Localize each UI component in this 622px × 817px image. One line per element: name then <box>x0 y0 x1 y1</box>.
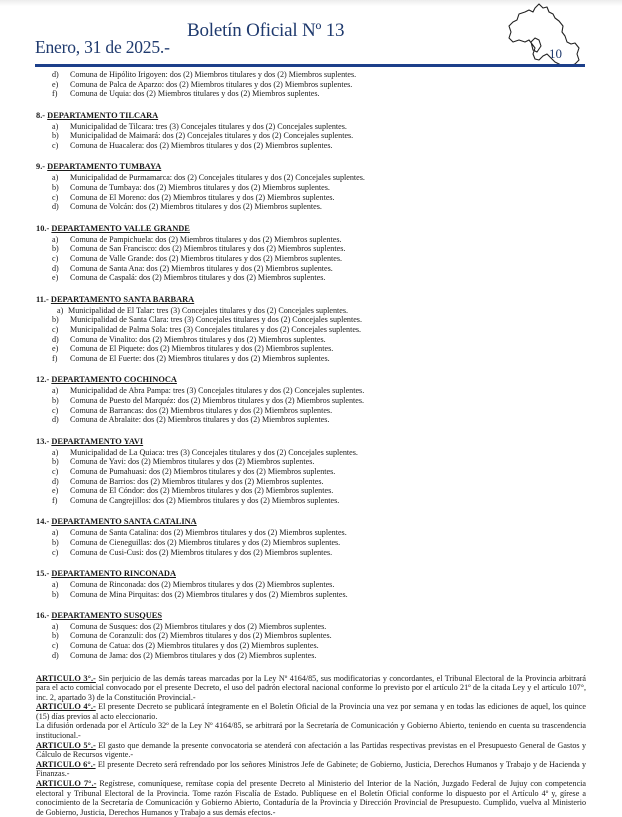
department-heading <box>36 111 158 120</box>
department-heading <box>36 162 161 171</box>
item-text: Municipalidad de Maimará: dos (2) Concejales titulares y dos (2) Concejales suplentes. <box>70 131 353 141</box>
department-heading <box>36 517 197 526</box>
item-letter: d) <box>52 477 59 487</box>
item-letter: a) <box>52 580 58 590</box>
item-letter: a) <box>52 528 58 538</box>
item-text: Municipalidad de Purmamarca: dos (2) Concejales titulares y dos (2) Concejales suplentes. <box>70 173 365 183</box>
item-letter: a) <box>52 173 58 183</box>
department-number: 15.- <box>36 569 51 578</box>
department-heading <box>36 375 177 384</box>
item-text: Comuna de Uquia: dos (2) Miembros titulares y dos (2) Miembros suplentes. <box>70 89 320 99</box>
item-letter: c) <box>52 548 58 558</box>
item-text: Comuna de Caspalá: dos (2) Miembros titulares y dos (2) Miembros suplentes. <box>70 273 325 283</box>
article-paragraph <box>36 721 586 740</box>
item-text: Comuna de Volcán: dos (2) Miembros titulares y dos (2) Miembros suplentes. <box>70 202 322 212</box>
item-letter: a) <box>52 235 58 245</box>
page-number: 10 <box>549 46 562 62</box>
item-letter: d) <box>52 335 59 345</box>
item-text: Municipalidad de La Quiaca: tres (3) Concejales titulares y dos (2) Concejales suplentes. <box>70 448 358 458</box>
item-text: Comuna de El Moreno: dos (2) Miembros titulares y dos (2) Miembros suplentes. <box>70 193 335 203</box>
item-letter: b) <box>52 183 59 193</box>
department-name: DEPARTAMENTO TUMBAYA <box>47 162 161 171</box>
item-letter: b) <box>52 396 59 406</box>
department-heading <box>36 224 190 233</box>
article-label: ARTICULO 3°.- <box>36 674 96 683</box>
item-letter: b) <box>52 457 59 467</box>
item-letter: e) <box>52 486 58 496</box>
jujuy-province-map-icon <box>505 2 585 68</box>
article-text: Regístrese, comuníquese, remítase copia del presente Decreto al Ministerio del Interior de la Nación, Juzgado Federal de Jujuy con competencia electoral y Tribunal Electoral de la Provincia. Tome razón Fiscalía de Estado. Publíquese en el Boletín Oficial conforme lo dispuesto por el Artículo 4º y, gírese a conocimiento de la Secretaría de Comunicación y Gobierno Abierto, Contaduría de la Provincia y Dirección Provincial de Presupuesto. Cumplido, vuelva al Ministerio de Gobierno, Justicia, Derechos Humanos y Trabajo a sus demás efectos.- <box>36 779 586 817</box>
item-text: Comuna de Tumbaya: dos (2) Miembros titulares y dos (2) Miembros suplentes. <box>70 183 330 193</box>
item-text: Comuna de Barrios: dos (2) Miembros titulares y dos (2) Miembros suplentes. <box>70 477 324 487</box>
item-text: Comuna de Pumahuasi: dos (2) Miembros titulares y dos (2) Miembros suplentes. <box>70 467 335 477</box>
item-letter: b) <box>52 590 59 600</box>
item-text: Municipalidad de Abra Pampa: tres (3) Concejales titulares y dos (2) Concejales suplentes. <box>70 386 364 396</box>
department-name: DEPARTAMENTO TILCARA <box>47 111 158 120</box>
item-letter: a) <box>57 306 63 316</box>
item-letter: b) <box>52 315 59 325</box>
item-letter: f) <box>52 496 57 506</box>
item-text: Comuna de Cusi-Cusi: dos (2) Miembros titulares y dos (2) Miembros suplentes. <box>70 548 332 558</box>
article-label: ARTICULO 4°.- <box>36 702 96 711</box>
item-letter: d) <box>52 202 59 212</box>
item-text: Comuna de Rinconada: dos (2) Miembros titulares y dos (2) Miembros suplentes. <box>70 580 334 590</box>
item-text: Comuna de Susques: dos (2) Miembros titulares y dos (2) Miembros suplentes. <box>70 622 326 632</box>
department-number: 8.- <box>36 111 47 120</box>
item-letter: e) <box>52 273 58 283</box>
item-text: Comuna de Catua: dos (2) Miembros titulares y dos (2) Miembros suplentes. <box>70 641 319 651</box>
item-text: Comuna de Huacalera: dos (2) Miembros titulares y dos (2) Miembros suplentes. <box>70 141 333 151</box>
articles-block <box>36 674 586 817</box>
item-text: Comuna de Coranzuli: dos (2) Miembros titulares y dos (2) Miembros suplentes. <box>70 631 332 641</box>
item-text: Comuna de Palca de Aparzo: dos (2) Miembros titulares y dos (2) Miembros suplentes. <box>70 80 352 90</box>
item-text: Comuna de Barrancas: dos (2) Miembros titulares y dos (2) Miembros suplentes. <box>70 406 332 416</box>
department-number: 16.- <box>36 611 51 620</box>
item-letter: a) <box>52 386 58 396</box>
item-letter: a) <box>52 122 58 132</box>
department-heading <box>36 611 162 620</box>
item-text: Comuna de Cangrejillos: dos (2) Miembros titulares y dos (2) Miembros suplentes. <box>70 496 339 506</box>
article-paragraph <box>36 760 586 779</box>
item-text: Comuna de Valle Grande: dos (2) Miembros titulares y dos (2) Miembros suplentes. <box>70 254 342 264</box>
item-letter: a) <box>52 448 58 458</box>
item-text: Comuna de Puesto del Marquéz: dos (2) Miembros titulares y dos (2) Miembros suplentes. <box>70 396 364 406</box>
article-label: ARTICULO 5°.- <box>36 741 96 750</box>
item-letter: b) <box>52 631 59 641</box>
article-paragraph <box>36 702 586 721</box>
item-letter: d) <box>52 415 59 425</box>
department-name: DEPARTAMENTO VALLE GRANDE <box>51 224 190 233</box>
item-text: Comuna de Jama: dos (2) Miembros titulares y dos (2) Miembros suplentes. <box>70 651 316 661</box>
item-text: Comuna de Santa Catalina: dos (2) Miembros titulares y dos (2) Miembros suplentes. <box>70 528 347 538</box>
item-text: Comuna de Santa Ana: dos (2) Miembros titulares y dos (2) Miembros suplentes. <box>70 264 333 274</box>
department-number: 9.- <box>36 162 47 171</box>
article-text: La difusión ordenada por el Artículo 32º de la Ley Nº 4164/85, se arbitrará por la Secretaría de Comunicación y Gobierno Abierto, teniendo en cuenta su trascendencia institucional.- <box>36 721 586 740</box>
bulletin-date: Enero, 31 de 2025.- <box>35 37 170 58</box>
item-text: Comuna de Hipólito Irigoyen: dos (2) Miembros titulares y dos (2) Miembros suplentes. <box>70 70 356 80</box>
item-text: Municipalidad de El Talar: tres (3) Concejales titulares y dos (2) Concejales suplentes. <box>68 306 348 316</box>
article-paragraph <box>36 741 586 760</box>
department-heading <box>36 569 176 578</box>
article-label: ARTICULO 6°.- <box>36 760 96 769</box>
article-text: El presente Decreto se publicará íntegramente en el Boletín Oficial de la Provincia una vez por semana y en todas las ediciones de aquel, los quince (15) días previos al acto eleccionario. <box>36 702 586 721</box>
item-letter: e) <box>52 344 58 354</box>
department-name: DEPARTAMENTO SUSQUES <box>51 611 162 620</box>
article-text: El gasto que demande la presente convocatoria se atenderá con afectación a las Partidas respectivas previstas en el Presupuesto General de Gastos y Cálculo de Recursos vigente.- <box>36 741 586 760</box>
item-letter: c) <box>52 641 58 651</box>
bulletin-title: Boletín Oficial Nº 13 <box>187 20 344 42</box>
department-name: DEPARTAMENTO YAVI <box>51 437 143 446</box>
item-letter: c) <box>52 467 58 477</box>
item-text: Municipalidad de Palma Sola: tres (3) Concejales titulares y dos (2) Concejales suplentes. <box>70 325 361 335</box>
item-letter: a) <box>52 622 58 632</box>
item-text: Comuna de El Fuerte: dos (2) Miembros titulares y dos (2) Miembros suplentes. <box>70 354 330 364</box>
department-number: 12.- <box>36 375 51 384</box>
department-name: DEPARTAMENTO COCHINOCA <box>51 375 177 384</box>
item-text: Comuna de Mina Pirquitas: dos (2) Miembros titulares y dos (2) Miembros suplentes. <box>70 590 348 600</box>
item-text: Comuna de Cieneguillas: dos (2) Miembros titulares y dos (2) Miembros suplentes. <box>70 538 340 548</box>
department-heading <box>36 437 143 446</box>
department-number: 10.- <box>36 224 51 233</box>
item-text: Comuna de El Piquete: dos (2) Miembros titulares y dos (2) Miembros suplentes. <box>70 344 333 354</box>
item-letter: d) <box>52 264 59 274</box>
item-text: Comuna de Vinalito: dos (2) Miembros titulares y dos (2) Miembros suplentes. <box>70 335 326 345</box>
article-text: Sin perjuicio de las demás tareas marcadas por la Ley Nº 4164/85, sus modificatorias y concordantes, el Tribunal Electoral de la Provincia arbitrará para el acto comicial convocado por el presente Decreto, el uso del padrón electoral nacional conforme lo previsto por el artículo 21º de la citada Ley y el artículo 107°, inc. 2, apartado 3) de la Constitución Provincial.- <box>36 674 586 702</box>
item-letter: d) <box>52 651 59 661</box>
article-paragraph <box>36 674 586 703</box>
item-letter: d) <box>52 70 59 80</box>
department-name: DEPARTAMENTO SANTA BARBARA <box>51 295 194 304</box>
department-name: DEPARTAMENTO RINCONADA <box>51 569 176 578</box>
header-rule <box>35 64 585 67</box>
department-name: DEPARTAMENTO SANTA CATALINA <box>51 517 196 526</box>
item-letter: c) <box>52 406 58 416</box>
item-text: Comuna de San Francisco: dos (2) Miembros titulares y dos (2) Miembros suplentes. <box>70 244 345 254</box>
item-letter: f) <box>52 89 57 99</box>
item-text: Comuna de Abralaite: dos (2) Miembros titulares y dos (2) Miembros suplentes. <box>70 415 329 425</box>
item-text: Comuna de Pampichuela: dos (2) Miembros titulares y dos (2) Miembros suplentes. <box>70 235 342 245</box>
article-text: El presente Decreto será refrendado por los señores Ministros Jefe de Gabinete; de Gobierno, Justicia, Derechos Humanos y Trabajo y de Hacienda y Finanzas.- <box>36 760 586 779</box>
item-letter: c) <box>52 141 58 151</box>
item-letter: e) <box>52 80 58 90</box>
department-number: 14.- <box>36 517 51 526</box>
item-text: Municipalidad de Tilcara: tres (3) Concejales titulares y dos (2) Concejales suplentes. <box>70 122 347 132</box>
article-label: ARTICULO 7°.- <box>36 779 96 788</box>
item-letter: c) <box>52 193 58 203</box>
item-letter: b) <box>52 131 59 141</box>
item-text: Municipalidad de Santa Clara: tres (3) Concejales titulares y dos (2) Concejales suplentes. <box>70 315 362 325</box>
item-letter: b) <box>52 244 59 254</box>
item-letter: b) <box>52 538 59 548</box>
article-paragraph <box>36 779 586 817</box>
department-number: 11.- <box>36 295 51 304</box>
item-letter: c) <box>52 325 58 335</box>
department-number: 13.- <box>36 437 51 446</box>
item-text: Comuna de Yavi: dos (2) Miembros titulares y dos (2) Miembros suplentes. <box>70 457 314 467</box>
department-heading <box>36 295 194 304</box>
item-text: Comuna de El Cóndor: dos (2) Miembros titulares y dos (2) Miembros suplentes. <box>70 486 333 496</box>
item-letter: f) <box>52 354 57 364</box>
item-letter: c) <box>52 254 58 264</box>
